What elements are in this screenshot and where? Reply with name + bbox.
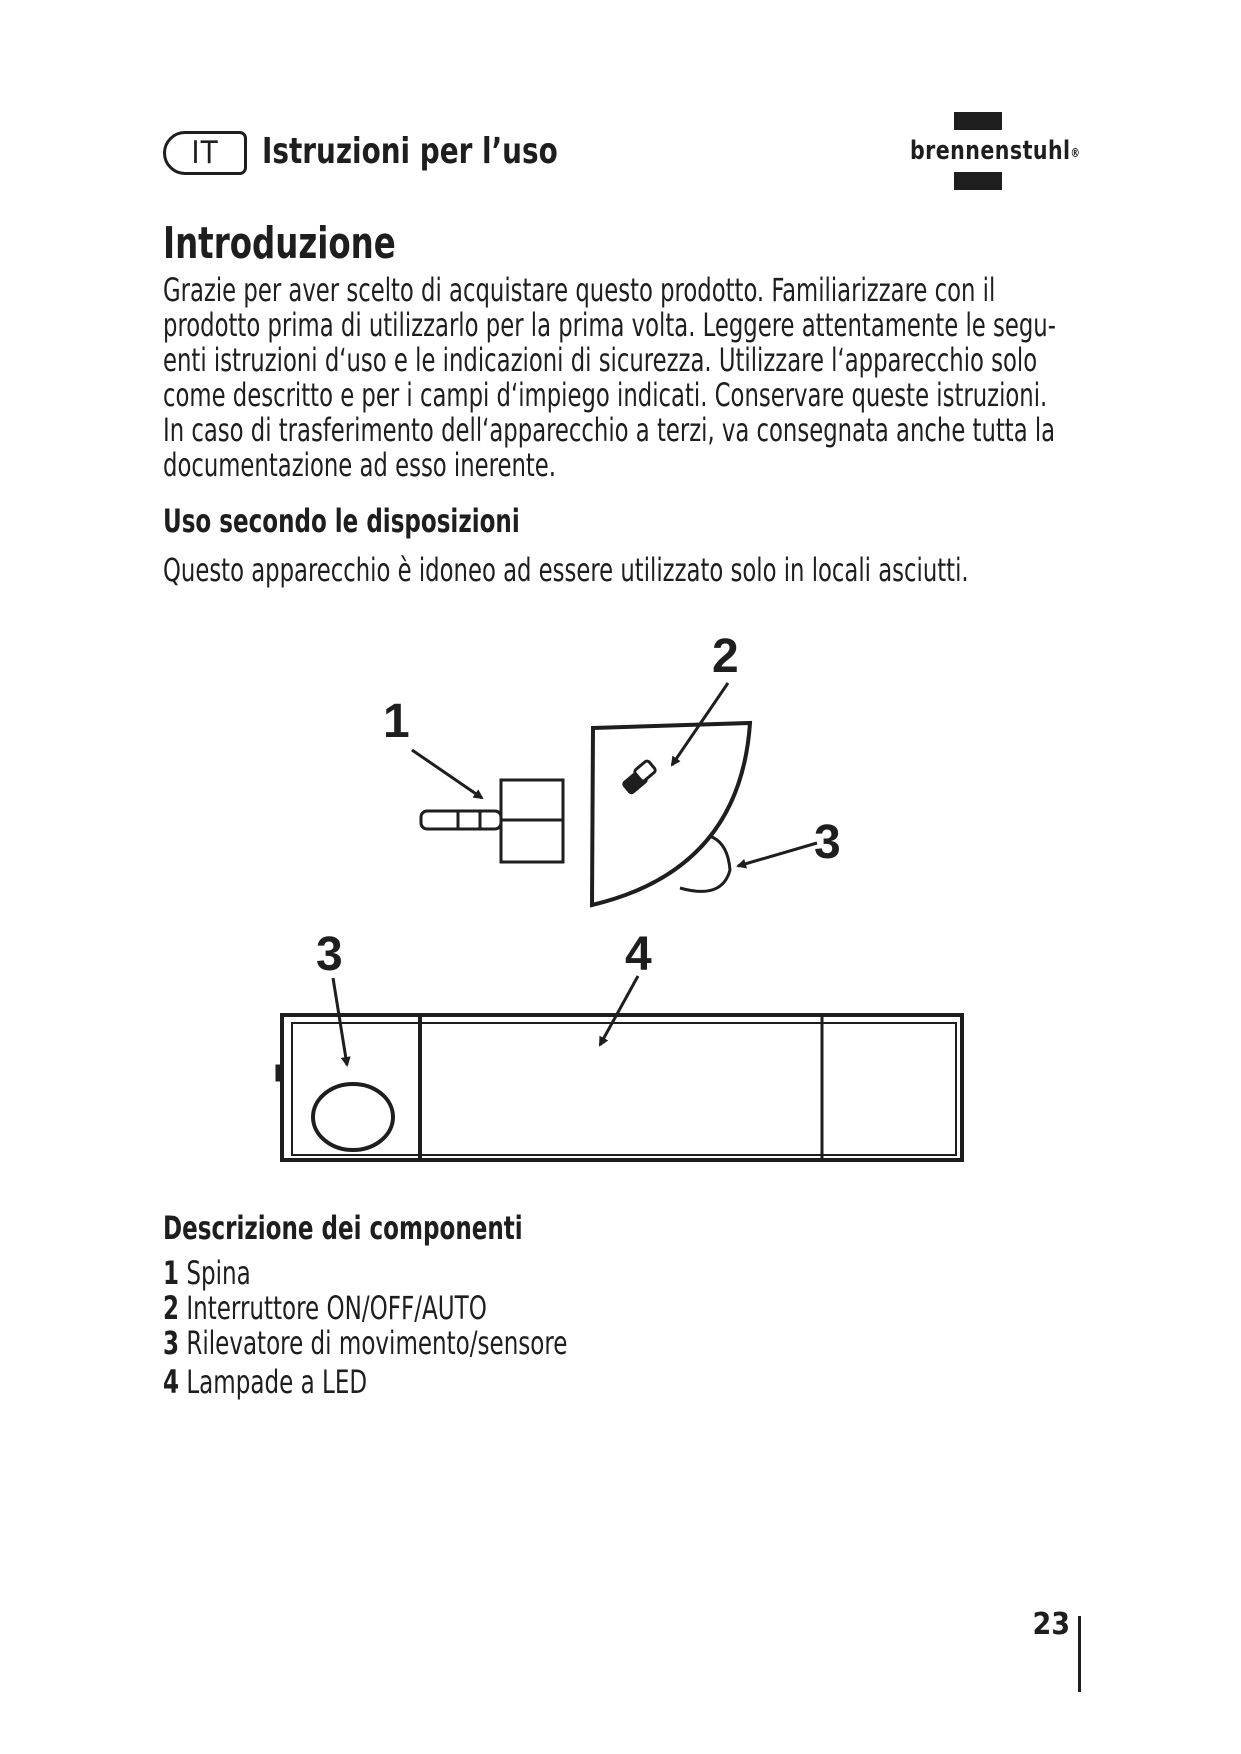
intro-line: documentazione ad esso inerente. xyxy=(163,446,557,484)
figure-label-1: 1 xyxy=(383,695,410,748)
figure-label-4: 4 xyxy=(625,928,652,981)
intro-line: In caso di trasferimento dell‘apparecchio a terzi, va consegnata anche tutta la xyxy=(163,411,1056,449)
product-diagram xyxy=(270,620,990,1180)
registered-mark: ® xyxy=(1070,146,1081,160)
intro-line: Grazie per aver scelto di acquistare questo prodotto. Familiarizzare con il xyxy=(163,271,996,309)
component-item xyxy=(163,1326,567,1361)
figure-label-3: 3 xyxy=(814,816,841,869)
logo-bar-top xyxy=(954,112,1002,130)
component-label: Lampade a LED xyxy=(186,1363,368,1401)
brand-wordmark xyxy=(910,133,1081,169)
intro-line: come descritto e per i campi d‘impiego indicati. Conservare queste istruzioni. xyxy=(163,376,1048,414)
figure-label-2: 2 xyxy=(712,630,739,683)
lamp-front-view xyxy=(276,1015,962,1160)
lamp-side-tab xyxy=(276,1065,282,1081)
component-label: Rilevatore di movimento/sensore xyxy=(186,1324,568,1362)
language-badge xyxy=(163,131,247,175)
component-item xyxy=(163,1365,367,1400)
language-code: IT xyxy=(191,134,219,171)
component-item xyxy=(163,1291,487,1326)
introduction-heading: Introduzione xyxy=(163,218,396,269)
brand-logo xyxy=(910,112,1090,192)
arrow-sensor-front xyxy=(333,978,347,1065)
intro-line: enti istruzioni d‘uso e le indicazioni di sicurezza. Utilizzare l‘apparecchio solo xyxy=(163,341,1038,379)
component-label: Interruttore ON/OFF/AUTO xyxy=(186,1289,487,1327)
component-item xyxy=(163,1256,251,1291)
component-label: Spina xyxy=(186,1254,251,1292)
brand-name: brennenstuhl xyxy=(910,136,1071,166)
arrow-plug xyxy=(412,750,482,798)
plug-drawing xyxy=(421,780,563,862)
figure-label-3-front: 3 xyxy=(316,928,343,981)
logo-bar-bottom xyxy=(954,172,1002,190)
component-number: 1 xyxy=(163,1254,180,1292)
intended-use-heading: Uso secondo le disposizioni xyxy=(163,502,520,540)
component-number: 2 xyxy=(163,1289,180,1327)
component-number: 3 xyxy=(163,1324,180,1362)
arrow-led xyxy=(600,976,638,1045)
intended-use-text: Questo apparecchio è idoneo ad essere utilizzato solo in locali asciutti. xyxy=(163,551,969,589)
arrow-sensor-side xyxy=(738,843,817,866)
component-number: 4 xyxy=(163,1363,180,1401)
plug-pin xyxy=(421,811,501,829)
manual-title: Istruzioni per l’uso xyxy=(262,131,558,172)
sensor-window xyxy=(313,1084,393,1150)
intro-line: prodotto prima di utilizzarlo per la prima volta. Leggere attentamente le segu- xyxy=(163,306,1056,344)
components-heading: Descrizione dei componenti xyxy=(163,1209,523,1247)
lamp-inner-frame xyxy=(292,1023,956,1155)
page-number-rule xyxy=(1078,1616,1081,1692)
page-number: 23 xyxy=(1032,1607,1070,1642)
